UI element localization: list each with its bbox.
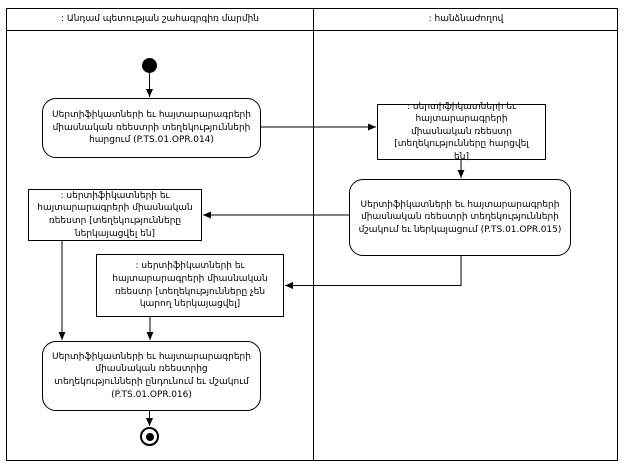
object-node-label: : սերտիֆիկատների եւ հայտարարագրերի միասնական ռեեստր [տեղեկությունները հարցվել են] bbox=[394, 101, 529, 162]
activity-label: Սերտիֆիկատների եւ հայտարարագրերի միասնական ռեեստրի տեղեկությունների մշակում եւ ներկայացում (P.TS.01.OPR.015) bbox=[358, 199, 562, 235]
swimlane-label: : հանձնաժողով bbox=[428, 14, 504, 24]
object-node-info-cannot-be-presented bbox=[96, 254, 284, 317]
activity-label: Սերտիֆիկատների եւ հայտարարագրերի միասնական ռեեստրից տեղեկությունների ընդունում եւ մշակում (P.TS.01.OPR.016) bbox=[52, 351, 251, 400]
object-node-info-presented bbox=[28, 189, 202, 241]
activity-receive-and-process-info bbox=[42, 341, 261, 411]
swimlane-label: : Անդամ պետության շահագրգիռ մարմին bbox=[60, 14, 260, 24]
object-node-label: : սերտիֆիկատների եւ հայտարարագրերի միասնական ռեեստր [տեղեկությունները ներկայացվել են] bbox=[37, 190, 193, 239]
activity-request-registry-info bbox=[42, 98, 261, 158]
swimlane-divider bbox=[313, 8, 314, 461]
activity-process-and-present-info bbox=[349, 179, 571, 256]
object-node-info-requested bbox=[377, 101, 546, 162]
initial-node bbox=[142, 58, 157, 73]
final-node-inner bbox=[146, 433, 154, 441]
activity-label: Սերտիֆիկատների եւ հայտարարագրերի միասնական ռեեստրի տեղեկությունների հարցում (P.TS.01.OPR.014) bbox=[52, 110, 251, 146]
swimlane-header-commission bbox=[314, 8, 618, 31]
swimlane-header-member-state bbox=[7, 8, 313, 31]
object-node-label: : սերտիֆիկատների եւ հայտարարագրերի միասնական ռեեստր [տեղեկությունները չեն կարող ներկայացվել] bbox=[112, 261, 268, 310]
final-node bbox=[140, 427, 159, 446]
